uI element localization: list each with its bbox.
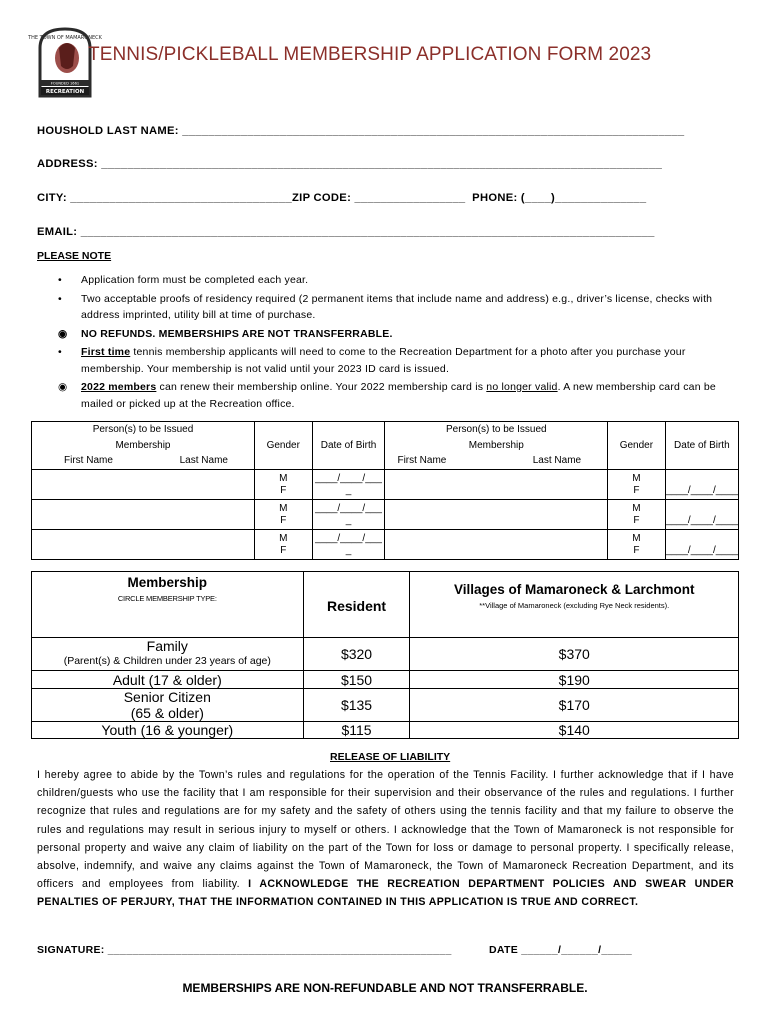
resident-price: $320 (303, 638, 410, 671)
membership-header: Membership CIRCLE MEMBERSHIP TYPE: (32, 572, 304, 638)
signature-field[interactable]: SIGNATURE: ________________________________________________________ (37, 944, 452, 956)
bullet-icon: • (58, 274, 62, 286)
dob-cell[interactable]: ____/____/____ (665, 500, 738, 530)
gender-cell[interactable]: M F (254, 470, 312, 500)
household-last-name-field[interactable]: HOUSHOLD LAST NAME: _____________________________________________________________________________ (37, 125, 685, 137)
date-field[interactable]: DATE ______/______/_____ (489, 944, 633, 956)
dob-cell[interactable]: ____/____/___ _ (312, 500, 385, 530)
dob-cell[interactable]: ____/____/____ (665, 530, 738, 560)
bullet-icon: • (58, 346, 62, 358)
gender-cell[interactable]: M F (608, 530, 666, 560)
dob-header: Date of Birth (312, 422, 385, 470)
resident-price: $150 (303, 671, 410, 689)
dob-cell[interactable]: ____/____/___ _ (312, 530, 385, 560)
name-cell[interactable] (385, 530, 608, 560)
gender-cell[interactable]: M F (608, 500, 666, 530)
village-price: $170 (410, 689, 739, 722)
name-cell[interactable] (32, 530, 255, 560)
villages-header: Villages of Mamaroneck & Larchmont **Village of Mamaroneck (excluding Rye Neck residents). (410, 572, 739, 638)
logo-recreation: RECREATION (45, 89, 85, 95)
gender-cell[interactable]: M F (254, 530, 312, 560)
email-field[interactable]: EMAIL: ________________________________________________________________________________________ (37, 226, 655, 238)
radio-bullet-icon: ◉ (58, 327, 68, 340)
logo-founded: FOUNDED 1661 (50, 81, 80, 86)
gender-cell[interactable]: M F (608, 470, 666, 500)
note-item: • Application form must be completed each year. (58, 272, 738, 289)
membership-type-youth[interactable]: Youth (16 & younger) (32, 722, 304, 739)
resident-price: $115 (303, 722, 410, 739)
note-item: • Two acceptable proofs of residency required (2 permanent items that include name and address) e.g., driver’s license, checks with address imprinted, utility bill at time of purchase. (58, 292, 713, 321)
table-row (32, 470, 739, 500)
resident-price: $135 (303, 689, 410, 722)
name-cell[interactable] (32, 500, 255, 530)
name-cell[interactable] (32, 470, 255, 500)
membership-table (31, 571, 739, 739)
village-price: $190 (410, 671, 739, 689)
note-item: • First time tennis membership applicants will need to come to the Recreation Department for a photo after you purchase your membership. Your membership is not valid until your 2023 ID card is issued. (58, 346, 686, 375)
release-heading: RELEASE OF LIABILITY (330, 751, 451, 763)
table-row: Family (Parent(s) & Children under 23 years of age) $320 $370 (32, 638, 739, 671)
table-row (32, 530, 739, 560)
resident-header: Resident (303, 572, 410, 638)
gender-header: Gender (254, 422, 312, 470)
city-zip-phone-field[interactable]: CITY: __________________________________ZIP CODE: _________________ PHONE: (____)______________ (37, 192, 647, 204)
name-cell[interactable] (385, 500, 608, 530)
village-price: $370 (410, 638, 739, 671)
dob-cell[interactable]: ____/____/___ _ (312, 470, 385, 500)
bullet-icon: • (58, 292, 62, 305)
form-title: TENNIS/PICKLEBALL MEMBERSHIP APPLICATION FORM 2023 (88, 44, 652, 65)
last-name-header: Last Name (532, 455, 582, 467)
village-price: $140 (410, 722, 739, 739)
town-of-mamaroneck-logo (28, 26, 102, 100)
gender-cell[interactable]: M F (254, 500, 312, 530)
dob-cell[interactable]: ____/____/____ (665, 470, 738, 500)
persons-header-right: Person(s) to be Issued Membership First Name Last Name (385, 422, 608, 470)
membership-type-senior: Senior Citizen (123, 689, 211, 705)
first-name-header: First Name (397, 455, 447, 467)
table-row (32, 500, 739, 530)
logo-arc-text: THE TOWN OF MAMARONECK (28, 35, 102, 41)
please-note-list (58, 272, 738, 414)
name-cell[interactable] (385, 470, 608, 500)
membership-type-adult[interactable]: Adult (17 & older) (32, 671, 304, 689)
table-row (32, 671, 739, 689)
first-name-header: First Name (64, 455, 113, 467)
last-name-header: Last Name (179, 455, 228, 467)
note-item: ◉ NO REFUNDS. MEMBERSHIPS ARE NOT TRANSFERRABLE. (58, 326, 738, 343)
release-text: I hereby agree to abide by the Town’s rules and regulations for the operation of the Tennis Facility. I further acknowledge that if I have children/guests who use the facility that I am responsible for their supervision and their observance of the rules and regulations. I further recognize that rules and regulations are for my safety and the safety of others using the tennis facility and that my failure to observe the rules and regulations may result in serious injury to myself or others. I acknowledge that the Town of Mamaroneck is not responsible for personal property and waive any claim of liability on the part of the Town for loss or damage to personal property. I specifically release, absolve, indemnify, and waive any claims against the Town of Mamaroneck, the Town of Mamaroneck Recreation Department, and its officers and employees from liability. I ACKNOWLEDGE THE RECREATION DEPARTMENT POLICIES AND SWEAR UNDER PENALTIES OF PERJURY, THAT THE INFORMATION CONTAINED IN THIS APPLICATION IS TRUE AND CORRECT. (37, 769, 734, 909)
note-item: ◉ 2022 members can renew their membership online. Your 2022 membership card is no longer valid. A new membership card can be mailed or picked up at the Recreation office. (58, 381, 716, 410)
address-field[interactable]: ADDRESS: ______________________________________________________________________________________ (37, 158, 663, 170)
membership-type-family: Family (146, 638, 188, 654)
persons-header-left: Person(s) to be Issued Membership First Name Last Name (32, 422, 255, 470)
footer-notice: MEMBERSHIPS ARE NON-REFUNDABLE AND NOT TRANSFERRABLE. (182, 981, 588, 995)
table-row: Senior Citizen (65 & older) $135 $170 (32, 689, 739, 722)
please-note-heading: PLEASE NOTE (37, 250, 112, 262)
gender-header: Gender (608, 422, 666, 470)
persons-table (31, 421, 739, 560)
table-row (32, 722, 739, 739)
dob-header: Date of Birth (665, 422, 738, 470)
radio-bullet-icon: ◉ (58, 381, 68, 393)
